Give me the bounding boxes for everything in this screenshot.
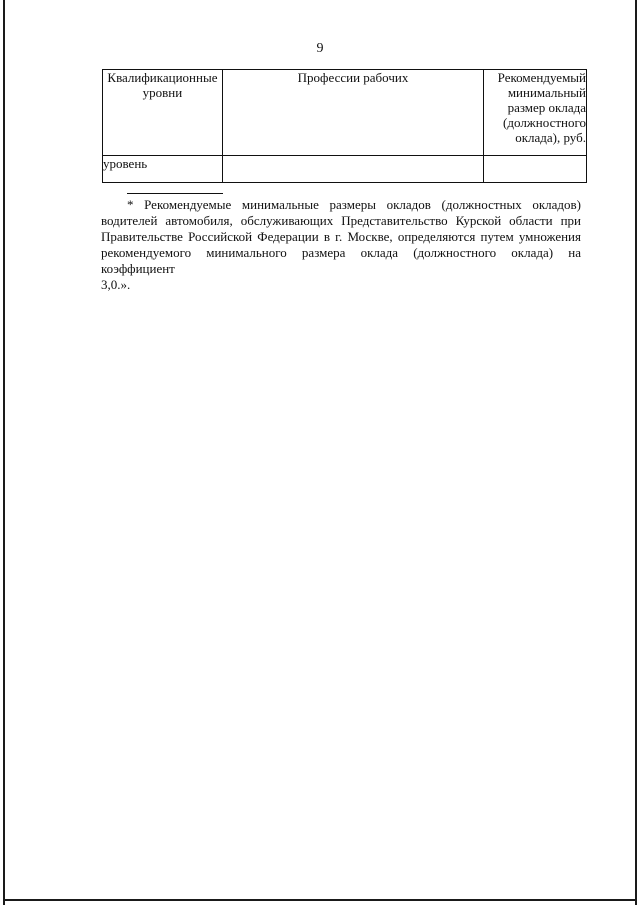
footnote-line: * Рекомендуемые минимальные размеры окладов (должностных окладов): [127, 197, 581, 212]
table-row: [103, 156, 587, 183]
cell-salary: [484, 156, 587, 183]
page-number: 9: [316, 41, 324, 56]
scan-edge-right: [635, 0, 637, 905]
header-qualification-levels: Квалификационные уровни: [103, 70, 223, 156]
salary-table: [102, 69, 587, 183]
footnote-line: водителей автомобиля, обслуживающих Представительство Курской области при: [101, 213, 581, 228]
cell-professions: [222, 156, 483, 183]
footnote: [101, 197, 581, 293]
footnote-separator: [127, 193, 223, 194]
table-header-row: [103, 70, 587, 156]
header-recommended-salary: Рекомендуемый минимальный размер оклада (должностного оклада), руб.: [484, 70, 587, 156]
footnote-line: рекомендуемого минимального размера оклада (должностного оклада) на коэффициент: [101, 245, 581, 276]
header-worker-professions: Профессии рабочих: [222, 70, 483, 156]
scan-edge-left: [3, 0, 5, 905]
scan-edge-bottom: [3, 899, 637, 901]
cell-level: уровень: [103, 156, 223, 183]
footnote-line: Правительстве Российской Федерации в г. Москве, определяются путем умножения: [101, 229, 581, 244]
footnote-line: 3,0.».: [101, 277, 131, 292]
